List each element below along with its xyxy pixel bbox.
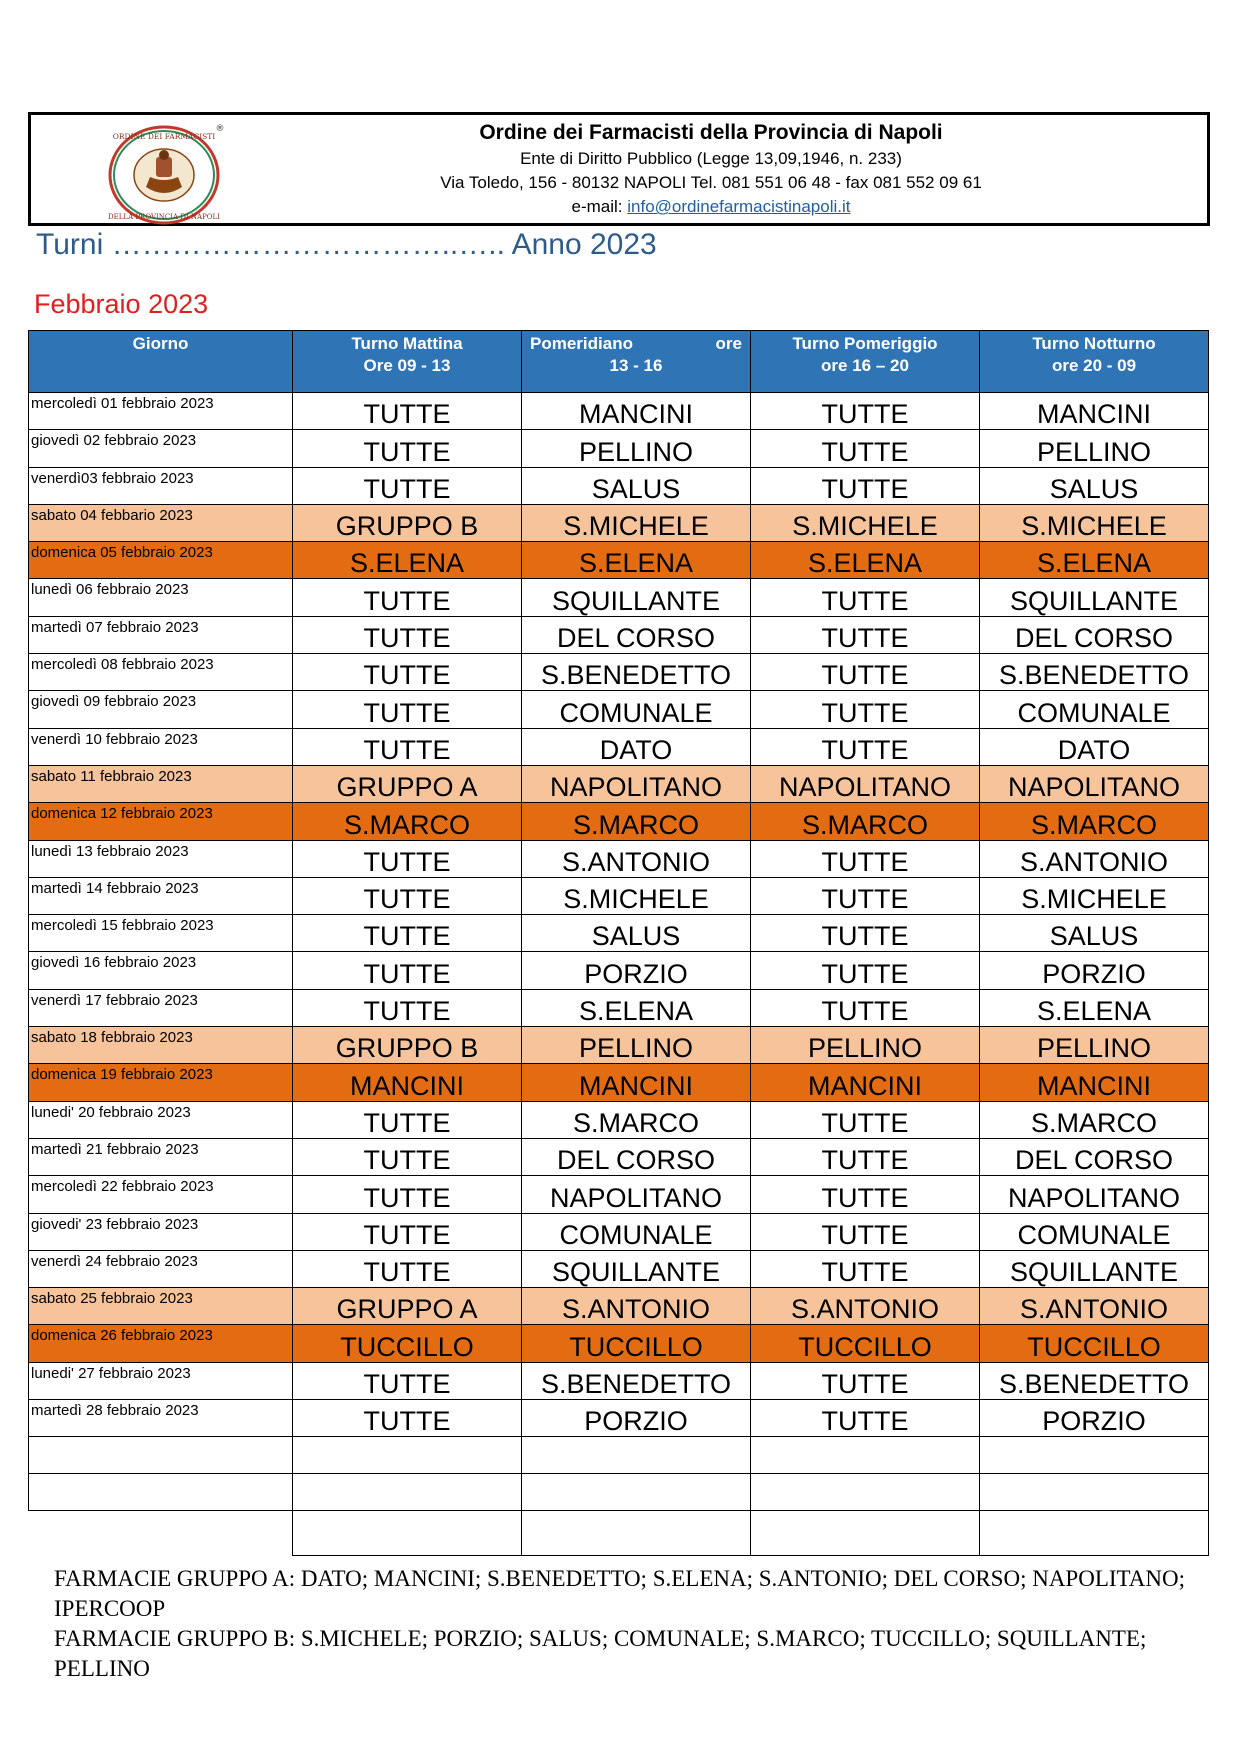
empty-cell bbox=[980, 1474, 1209, 1511]
morning-shift-cell: S.MARCO bbox=[293, 803, 522, 840]
afternoon-shift-cell: PELLINO bbox=[522, 1027, 751, 1064]
day-cell: giovedi' 23 febbraio 2023 bbox=[29, 1213, 293, 1250]
empty-cell bbox=[751, 1511, 980, 1556]
day-cell: mercoledì 22 febbraio 2023 bbox=[29, 1176, 293, 1213]
afternoon-shift-cell: COMUNALE bbox=[522, 1213, 751, 1250]
day-cell: sabato 04 febbario 2023 bbox=[29, 504, 293, 541]
late-afternoon-shift-cell: MANCINI bbox=[751, 1064, 980, 1101]
afternoon-shift-cell: S.ELENA bbox=[522, 989, 751, 1026]
late-afternoon-shift-cell: TUTTE bbox=[751, 1362, 980, 1399]
header-day: Giorno bbox=[29, 331, 293, 393]
afternoon-shift-cell: DEL CORSO bbox=[522, 616, 751, 653]
day-cell: lunedi' 20 febbraio 2023 bbox=[29, 1101, 293, 1138]
night-shift-cell: DEL CORSO bbox=[980, 616, 1209, 653]
table-row bbox=[29, 654, 1209, 691]
morning-shift-cell: TUTTE bbox=[293, 989, 522, 1026]
late-afternoon-shift-cell: TUCCILLO bbox=[751, 1325, 980, 1362]
day-cell: giovedì 02 febbraio 2023 bbox=[29, 430, 293, 467]
afternoon-shift-cell: S.MICHELE bbox=[522, 504, 751, 541]
svg-text:ORDINE DEI FARMACISTI: ORDINE DEI FARMACISTI bbox=[112, 132, 216, 141]
afternoon-shift-cell: MANCINI bbox=[522, 393, 751, 430]
morning-shift-cell: TUTTE bbox=[293, 616, 522, 653]
table-row bbox=[29, 1400, 1209, 1437]
night-shift-cell: S.ELENA bbox=[980, 989, 1209, 1026]
empty-cell bbox=[293, 1437, 522, 1474]
letterhead-box bbox=[28, 112, 1210, 226]
table-row bbox=[29, 765, 1209, 802]
late-afternoon-shift-cell: TUTTE bbox=[751, 877, 980, 914]
afternoon-shift-cell: COMUNALE bbox=[522, 691, 751, 728]
empty-cell bbox=[29, 1437, 293, 1474]
night-shift-cell: S.MARCO bbox=[980, 1101, 1209, 1138]
late-afternoon-shift-cell: TUTTE bbox=[751, 1400, 980, 1437]
day-cell: martedì 28 febbraio 2023 bbox=[29, 1400, 293, 1437]
afternoon-shift-cell: PORZIO bbox=[522, 1400, 751, 1437]
morning-shift-cell: TUTTE bbox=[293, 430, 522, 467]
table-row bbox=[29, 728, 1209, 765]
night-shift-cell: S.ELENA bbox=[980, 542, 1209, 579]
morning-shift-cell: GRUPPO B bbox=[293, 504, 522, 541]
late-afternoon-shift-cell: S.ANTONIO bbox=[751, 1288, 980, 1325]
night-shift-cell: SALUS bbox=[980, 467, 1209, 504]
table-row bbox=[29, 952, 1209, 989]
empty-cell bbox=[980, 1511, 1209, 1556]
late-afternoon-shift-cell: TUTTE bbox=[751, 1213, 980, 1250]
morning-shift-cell: TUTTE bbox=[293, 1101, 522, 1138]
night-shift-cell: PELLINO bbox=[980, 1027, 1209, 1064]
table-row bbox=[29, 915, 1209, 952]
table-body bbox=[29, 393, 1209, 1556]
pharmacy-groups-notes bbox=[54, 1564, 1214, 1684]
morning-shift-cell: GRUPPO A bbox=[293, 1288, 522, 1325]
late-afternoon-shift-cell: TUTTE bbox=[751, 1101, 980, 1138]
empty-cell bbox=[293, 1474, 522, 1511]
svg-text:®: ® bbox=[215, 124, 225, 134]
day-cell: lunedì 06 febbraio 2023 bbox=[29, 579, 293, 616]
day-cell: mercoledì 15 febbraio 2023 bbox=[29, 915, 293, 952]
table-row bbox=[29, 1288, 1209, 1325]
afternoon-shift-cell: SALUS bbox=[522, 915, 751, 952]
afternoon-shift-cell: TUCCILLO bbox=[522, 1325, 751, 1362]
org-name: Ordine dei Farmacisti della Provincia di Napoli bbox=[479, 121, 943, 144]
morning-shift-cell: TUTTE bbox=[293, 952, 522, 989]
afternoon-shift-cell: PELLINO bbox=[522, 430, 751, 467]
table-row bbox=[29, 1250, 1209, 1287]
afternoon-shift-cell: S.ELENA bbox=[522, 542, 751, 579]
morning-shift-cell: GRUPPO B bbox=[293, 1027, 522, 1064]
morning-shift-cell: TUTTE bbox=[293, 1138, 522, 1175]
day-cell: venerdì 17 febbraio 2023 bbox=[29, 989, 293, 1026]
email-link[interactable]: info@ordinefarmacistinapoli.it bbox=[627, 197, 851, 216]
day-cell: martedì 14 febbraio 2023 bbox=[29, 877, 293, 914]
day-cell: mercoledì 08 febbraio 2023 bbox=[29, 654, 293, 691]
day-cell: domenica 12 febbraio 2023 bbox=[29, 803, 293, 840]
org-email-line bbox=[361, 195, 1061, 219]
afternoon-shift-cell: S.MARCO bbox=[522, 1101, 751, 1138]
night-shift-cell: SALUS bbox=[980, 915, 1209, 952]
morning-shift-cell: TUTTE bbox=[293, 1362, 522, 1399]
afternoon-shift-cell: SQUILLANTE bbox=[522, 579, 751, 616]
night-shift-cell: NAPOLITANO bbox=[980, 765, 1209, 802]
table-row bbox=[29, 989, 1209, 1026]
night-shift-cell: TUCCILLO bbox=[980, 1325, 1209, 1362]
late-afternoon-shift-cell: TUTTE bbox=[751, 989, 980, 1026]
night-shift-cell: MANCINI bbox=[980, 1064, 1209, 1101]
late-afternoon-shift-cell: TUTTE bbox=[751, 616, 980, 653]
day-cell: martedì 21 febbraio 2023 bbox=[29, 1138, 293, 1175]
late-afternoon-shift-cell: NAPOLITANO bbox=[751, 765, 980, 802]
table-row bbox=[29, 616, 1209, 653]
night-shift-cell: SQUILLANTE bbox=[980, 1250, 1209, 1287]
morning-shift-cell: S.ELENA bbox=[293, 542, 522, 579]
night-shift-cell: S.MARCO bbox=[980, 803, 1209, 840]
empty-cell bbox=[293, 1511, 522, 1556]
morning-shift-cell: MANCINI bbox=[293, 1064, 522, 1101]
night-shift-cell: PELLINO bbox=[980, 430, 1209, 467]
empty-table-row bbox=[29, 1437, 1209, 1474]
night-shift-cell: S.MICHELE bbox=[980, 877, 1209, 914]
afternoon-shift-cell: S.MARCO bbox=[522, 803, 751, 840]
svg-text:DELLA PROVINCIA DI NAPOLI: DELLA PROVINCIA DI NAPOLI bbox=[108, 213, 220, 221]
table-row bbox=[29, 542, 1209, 579]
late-afternoon-shift-cell: TUTTE bbox=[751, 728, 980, 765]
day-cell: venerdì03 febbraio 2023 bbox=[29, 467, 293, 504]
late-afternoon-shift-cell: TUTTE bbox=[751, 1176, 980, 1213]
afternoon-shift-cell: S.ANTONIO bbox=[522, 1288, 751, 1325]
late-afternoon-shift-cell: TUTTE bbox=[751, 654, 980, 691]
table-row bbox=[29, 1101, 1209, 1138]
table-row bbox=[29, 467, 1209, 504]
table-row bbox=[29, 579, 1209, 616]
late-afternoon-shift-cell: TUTTE bbox=[751, 1250, 980, 1287]
document-title: Turni ……………………………..….. Anno 2023 bbox=[36, 228, 657, 261]
header-night-shift: Turno Notturno ore 20 - 09 bbox=[980, 331, 1209, 393]
table-row bbox=[29, 691, 1209, 728]
shift-schedule-table bbox=[28, 330, 1209, 1556]
table-header-row bbox=[29, 331, 1209, 393]
morning-shift-cell: TUTTE bbox=[293, 1213, 522, 1250]
table-row bbox=[29, 803, 1209, 840]
night-shift-cell: S.BENEDETTO bbox=[980, 654, 1209, 691]
late-afternoon-shift-cell: S.ELENA bbox=[751, 542, 980, 579]
night-shift-cell: S.MICHELE bbox=[980, 504, 1209, 541]
group-a-list: FARMACIE GRUPPO A: DATO; MANCINI; S.BENEDETTO; S.ELENA; S.ANTONIO; DEL CORSO; NAPOLITANO; IPERCOOP bbox=[54, 1566, 1185, 1621]
order-seal-logo bbox=[106, 121, 226, 225]
day-cell: domenica 19 febbraio 2023 bbox=[29, 1064, 293, 1101]
day-cell: domenica 26 febbraio 2023 bbox=[29, 1325, 293, 1362]
afternoon-shift-cell: SQUILLANTE bbox=[522, 1250, 751, 1287]
day-cell: lunedì 13 febbraio 2023 bbox=[29, 840, 293, 877]
morning-shift-cell: TUTTE bbox=[293, 1250, 522, 1287]
night-shift-cell: SQUILLANTE bbox=[980, 579, 1209, 616]
day-cell: martedì 07 febbraio 2023 bbox=[29, 616, 293, 653]
morning-shift-cell: TUTTE bbox=[293, 1400, 522, 1437]
afternoon-shift-cell: S.ANTONIO bbox=[522, 840, 751, 877]
late-afternoon-shift-cell: S.MARCO bbox=[751, 803, 980, 840]
morning-shift-cell: TUTTE bbox=[293, 654, 522, 691]
late-afternoon-shift-cell: TUTTE bbox=[751, 430, 980, 467]
group-b-list: FARMACIE GRUPPO B: S.MICHELE; PORZIO; SALUS; COMUNALE; S.MARCO; TUCCILLO; SQUILLANTE; PELLINO bbox=[54, 1626, 1147, 1681]
empty-cell bbox=[751, 1474, 980, 1511]
morning-shift-cell: TUTTE bbox=[293, 1176, 522, 1213]
night-shift-cell: DEL CORSO bbox=[980, 1138, 1209, 1175]
afternoon-shift-cell: S.BENEDETTO bbox=[522, 654, 751, 691]
table-row bbox=[29, 1176, 1209, 1213]
table-row bbox=[29, 1064, 1209, 1101]
morning-shift-cell: TUTTE bbox=[293, 393, 522, 430]
table-row bbox=[29, 877, 1209, 914]
table-row bbox=[29, 1027, 1209, 1064]
org-address: Via Toledo, 156 - 80132 NAPOLI Tel. 081 551 06 48 - fax 081 552 09 61 bbox=[440, 173, 982, 192]
empty-cell bbox=[522, 1511, 751, 1556]
month-title: Febbraio 2023 bbox=[34, 289, 209, 319]
day-cell: sabato 11 febbraio 2023 bbox=[29, 765, 293, 802]
header-late-afternoon-shift: Turno Pomeriggio ore 16 – 20 bbox=[751, 331, 980, 393]
empty-cell bbox=[522, 1474, 751, 1511]
night-shift-cell: COMUNALE bbox=[980, 1213, 1209, 1250]
night-shift-cell: S.ANTONIO bbox=[980, 1288, 1209, 1325]
day-cell: venerdì 24 febbraio 2023 bbox=[29, 1250, 293, 1287]
late-afternoon-shift-cell: TUTTE bbox=[751, 840, 980, 877]
day-cell: venerdì 10 febbraio 2023 bbox=[29, 728, 293, 765]
night-shift-cell: MANCINI bbox=[980, 393, 1209, 430]
late-afternoon-shift-cell: TUTTE bbox=[751, 467, 980, 504]
day-cell: sabato 25 febbraio 2023 bbox=[29, 1288, 293, 1325]
late-afternoon-shift-cell: TUTTE bbox=[751, 915, 980, 952]
table-row bbox=[29, 1325, 1209, 1362]
night-shift-cell: S.ANTONIO bbox=[980, 840, 1209, 877]
empty-table-row bbox=[29, 1511, 1209, 1556]
afternoon-shift-cell: NAPOLITANO bbox=[522, 765, 751, 802]
morning-shift-cell: TUTTE bbox=[293, 840, 522, 877]
empty-cell bbox=[980, 1437, 1209, 1474]
late-afternoon-shift-cell: S.MICHELE bbox=[751, 504, 980, 541]
morning-shift-cell: GRUPPO A bbox=[293, 765, 522, 802]
afternoon-shift-cell: MANCINI bbox=[522, 1064, 751, 1101]
night-shift-cell: S.BENEDETTO bbox=[980, 1362, 1209, 1399]
email-label: e-mail: bbox=[571, 197, 628, 216]
table-row bbox=[29, 840, 1209, 877]
table-row bbox=[29, 1362, 1209, 1399]
morning-shift-cell: TUTTE bbox=[293, 691, 522, 728]
late-afternoon-shift-cell: TUTTE bbox=[751, 691, 980, 728]
table-row bbox=[29, 1138, 1209, 1175]
empty-cell bbox=[29, 1474, 293, 1511]
empty-cell bbox=[29, 1511, 293, 1556]
day-cell: sabato 18 febbraio 2023 bbox=[29, 1027, 293, 1064]
night-shift-cell: NAPOLITANO bbox=[980, 1176, 1209, 1213]
late-afternoon-shift-cell: TUTTE bbox=[751, 579, 980, 616]
table-row bbox=[29, 430, 1209, 467]
header-morning-shift: Turno Mattina Ore 09 - 13 bbox=[293, 331, 522, 393]
afternoon-shift-cell: PORZIO bbox=[522, 952, 751, 989]
empty-table-row bbox=[29, 1474, 1209, 1511]
morning-shift-cell: TUTTE bbox=[293, 579, 522, 616]
morning-shift-cell: TUTTE bbox=[293, 915, 522, 952]
morning-shift-cell: TUTTE bbox=[293, 877, 522, 914]
table-row bbox=[29, 393, 1209, 430]
late-afternoon-shift-cell: TUTTE bbox=[751, 393, 980, 430]
afternoon-shift-cell: DATO bbox=[522, 728, 751, 765]
afternoon-shift-cell: S.MICHELE bbox=[522, 877, 751, 914]
night-shift-cell: COMUNALE bbox=[980, 691, 1209, 728]
afternoon-shift-cell: S.BENEDETTO bbox=[522, 1362, 751, 1399]
empty-cell bbox=[751, 1437, 980, 1474]
afternoon-shift-cell: NAPOLITANO bbox=[522, 1176, 751, 1213]
afternoon-shift-cell: SALUS bbox=[522, 467, 751, 504]
late-afternoon-shift-cell: TUTTE bbox=[751, 1138, 980, 1175]
header-afternoon-shift: Pomeridiano ore 13 - 16 bbox=[522, 331, 751, 393]
org-legal-status: Ente di Diritto Pubblico (Legge 13,09,1946, n. 233) bbox=[520, 149, 902, 168]
table-row bbox=[29, 1213, 1209, 1250]
morning-shift-cell: TUTTE bbox=[293, 467, 522, 504]
night-shift-cell: PORZIO bbox=[980, 1400, 1209, 1437]
table-row bbox=[29, 504, 1209, 541]
empty-cell bbox=[522, 1437, 751, 1474]
day-cell: giovedì 09 febbraio 2023 bbox=[29, 691, 293, 728]
late-afternoon-shift-cell: PELLINO bbox=[751, 1027, 980, 1064]
day-cell: lunedi' 27 febbraio 2023 bbox=[29, 1362, 293, 1399]
day-cell: mercoledì 01 febbraio 2023 bbox=[29, 393, 293, 430]
morning-shift-cell: TUTTE bbox=[293, 728, 522, 765]
day-cell: giovedì 16 febbraio 2023 bbox=[29, 952, 293, 989]
night-shift-cell: DATO bbox=[980, 728, 1209, 765]
morning-shift-cell: TUCCILLO bbox=[293, 1325, 522, 1362]
day-cell: domenica 05 febbraio 2023 bbox=[29, 542, 293, 579]
night-shift-cell: PORZIO bbox=[980, 952, 1209, 989]
late-afternoon-shift-cell: TUTTE bbox=[751, 952, 980, 989]
afternoon-shift-cell: DEL CORSO bbox=[522, 1138, 751, 1175]
